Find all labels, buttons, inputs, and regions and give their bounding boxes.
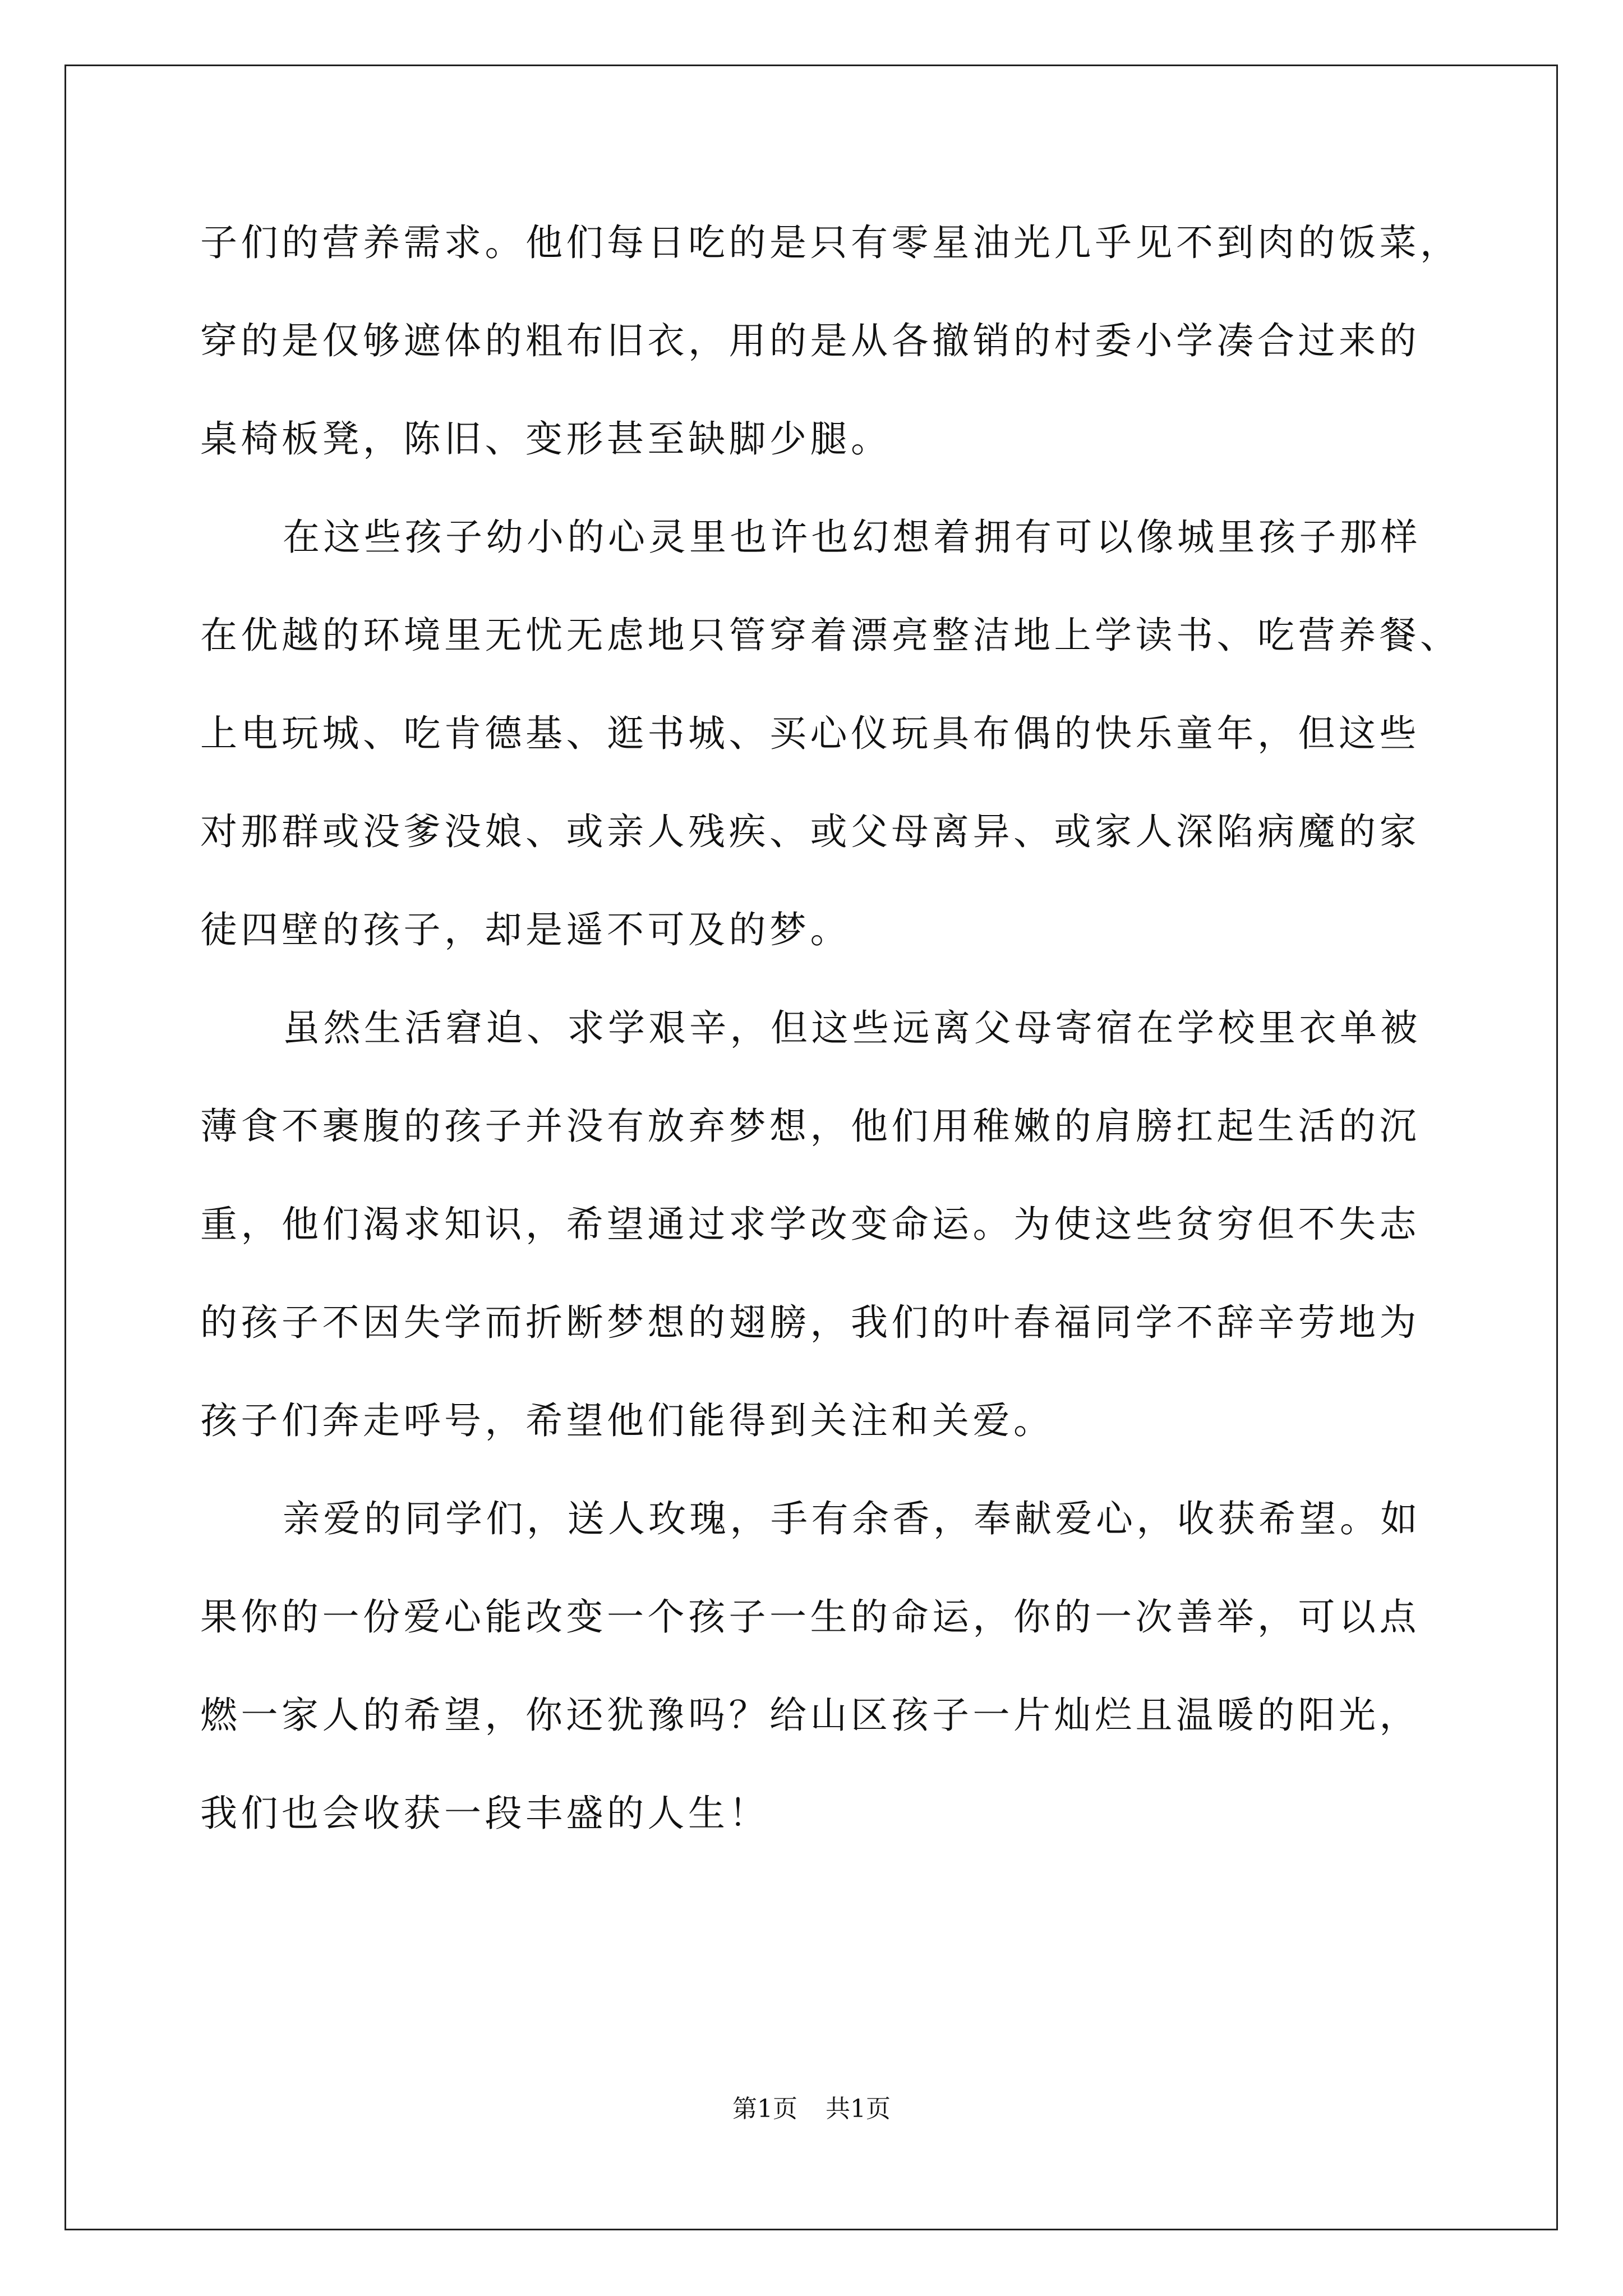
text-line: 上电玩城、吃肯德基、逛书城、买心仪玩具布偶的快乐童年，但这些: [200, 712, 1420, 755]
paragraph-first-line: 亲爱的同学们，送人玫瑰，手有余香，奉献爱心，收获希望。如: [283, 1497, 1421, 1540]
text-line: 对那群或没爹没娘、或亲人残疾、或父母离异、或家人深陷病魔的家: [200, 810, 1420, 853]
document-body: [200, 210, 1473, 1879]
text-line: 的孩子不因失学而折断梦想的翅膀，我们的叶春福同学不辞辛劳地为: [200, 1301, 1420, 1344]
text-line: 在优越的环境里无忧无虑地只管穿着漂亮整洁地上学读书、吃营养餐、: [200, 614, 1461, 657]
page-total: 共1页: [826, 2095, 891, 2123]
text-line: 穿的是仅够遮体的粗布旧衣，用的是从各撤销的村委小学凑合过来的: [200, 319, 1420, 362]
text-line: 桌椅板凳，陈旧、变形甚至缺脚少腿。: [200, 417, 892, 461]
text-line: 果你的一份爱心能改变一个孩子一生的命运，你的一次善举，可以点: [200, 1595, 1420, 1639]
page-number: 第1页: [732, 2095, 797, 2123]
text-line: 我们也会收获一段丰盛的人生！: [200, 1792, 769, 1835]
paragraph-first-line: 在这些孩子幼小的心灵里也许也幻想着拥有可以像城里孩子那样: [283, 516, 1421, 559]
paragraph-first-line: 虽然生活窘迫、求学艰辛，但这些远离父母寄宿在学校里衣单被: [283, 1006, 1421, 1050]
text-line: 徒四壁的孩子，却是遥不可及的梦。: [200, 908, 851, 951]
text-line: 重，他们渴求知识，希望通过求学改变命运。为使这些贫穷但不失志: [200, 1203, 1420, 1246]
page-footer: [0, 2092, 1623, 2126]
text-line: 子们的营养需求。他们每日吃的是只有零星油光几乎见不到肉的饭菜，: [200, 221, 1461, 264]
text-line: 燃一家人的希望，你还犹豫吗？给山区孩子一片灿烂且温暖的阳光，: [200, 1694, 1420, 1737]
text-line: 孩子们奔走呼号，希望他们能得到关注和关爱。: [200, 1399, 1054, 1442]
text-line: 薄食不裹腹的孩子并没有放弃梦想，他们用稚嫩的肩膀扛起生活的沉: [200, 1105, 1420, 1148]
